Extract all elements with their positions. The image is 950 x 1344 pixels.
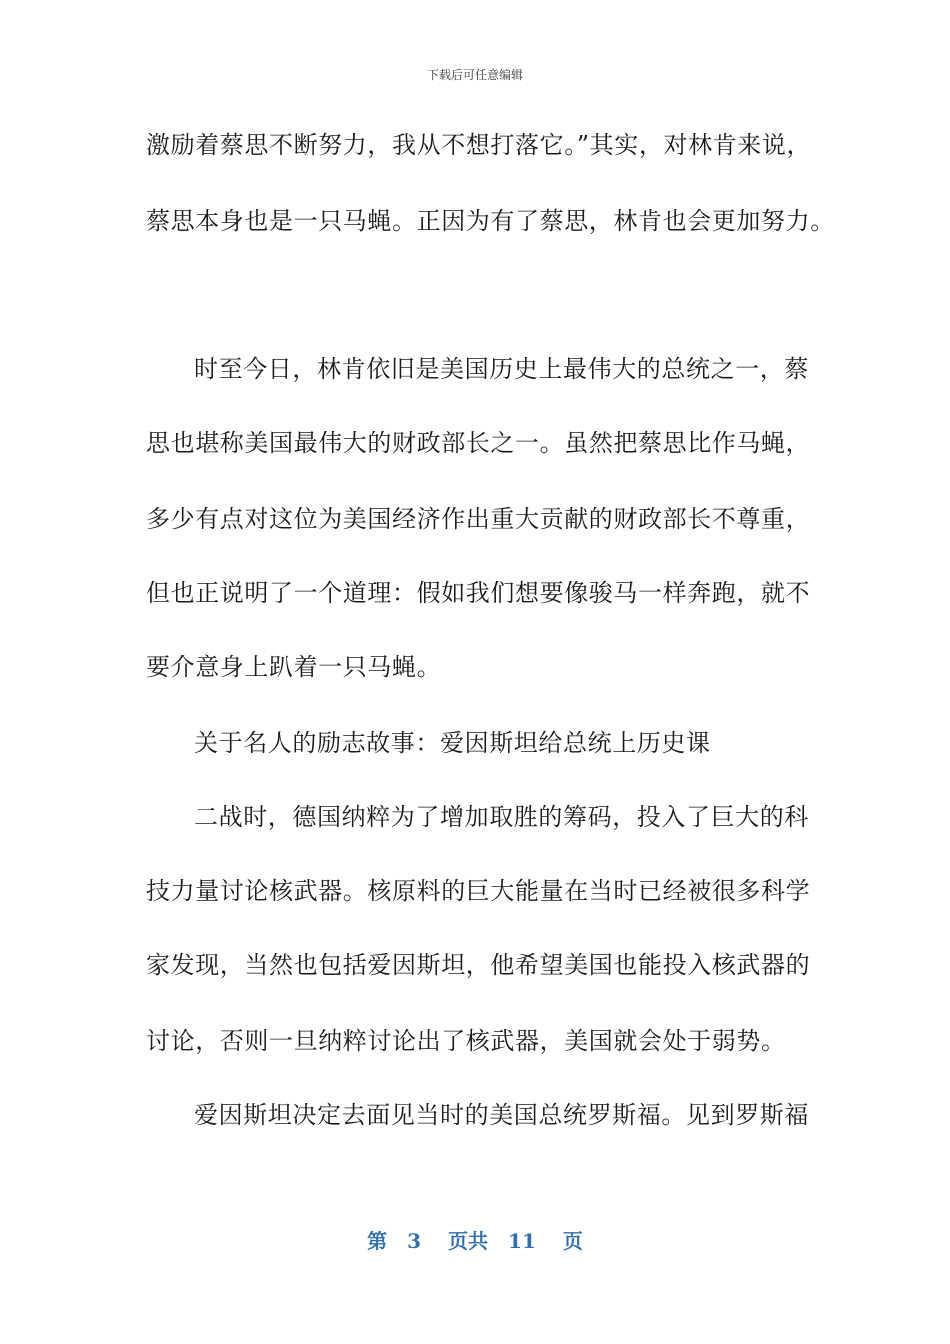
text-line: 要介意身上趴着一只马蝇。	[146, 653, 442, 681]
section-heading: 关于名人的励志故事：爱因斯坦给总统上历史课	[194, 729, 711, 757]
text-line: 时至今日，林肯依旧是美国历史上最伟大的总统之一，蔡	[194, 355, 809, 383]
text-line: 二战时，德国纳粹为了增加取胜的筹码，投入了巨大的科	[194, 803, 809, 831]
text-line: 多少有点对这位为美国经济作出重大贡献的财政部长不尊重，	[146, 505, 811, 533]
text-line: 家发现，当然也包括爱因斯坦，他希望美国也能投入核武器的	[146, 951, 811, 979]
page-footer: 第 3 页共 11 页	[367, 1229, 583, 1253]
text-line: 技力量讨论核武器。核原料的巨大能量在当时已经被很多科学	[146, 877, 811, 905]
text-line: 蔡思本身也是一只马蝇。正因为有了蔡思，林肯也会更加努力。	[146, 207, 835, 235]
text-line: 但也正说明了一个道理：假如我们想要像骏马一样奔跑，就不	[146, 579, 811, 607]
text-line: 讨论，否则一旦纳粹讨论出了核武器，美国就会处于弱势。	[146, 1027, 786, 1055]
text-line: 激励着蔡思不断努力，我从不想打落它。”其实，对林肯来说，	[146, 131, 812, 159]
header-note: 下载后可任意编辑	[426, 68, 523, 82]
text-line: 爱因斯坦决定去面见当时的美国总统罗斯福。见到罗斯福	[194, 1101, 809, 1129]
text-line: 思也堪称美国最伟大的财政部长之一。虽然把蔡思比作马蝇，	[146, 429, 811, 457]
